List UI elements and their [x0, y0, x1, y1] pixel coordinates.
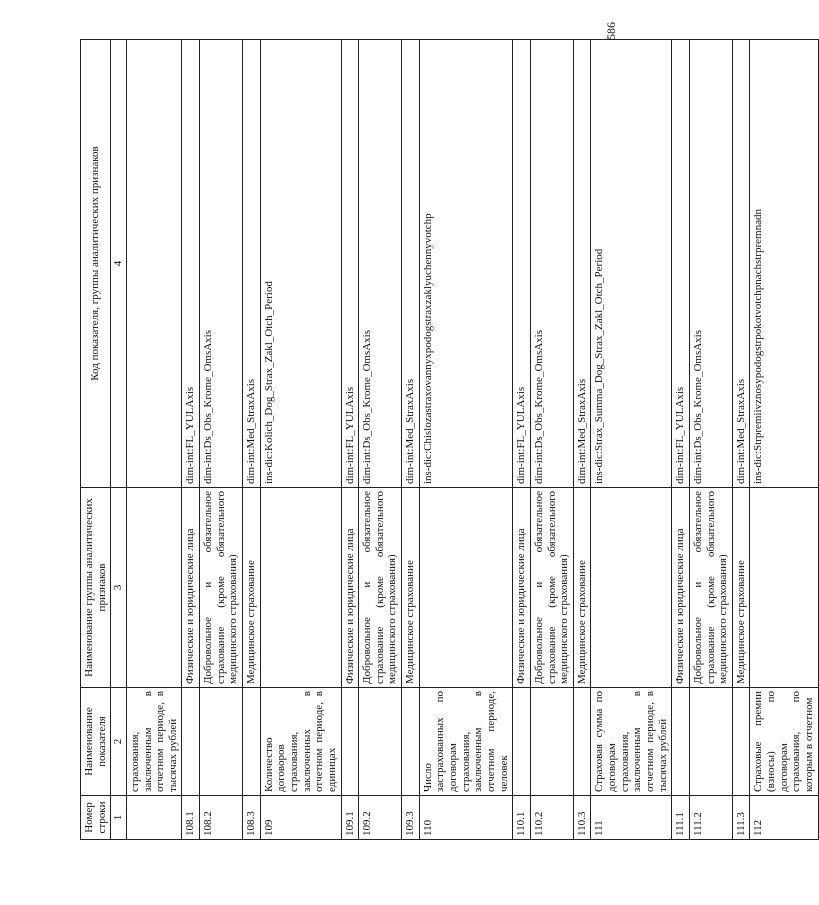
row-number: 110	[419, 796, 512, 840]
code: dim-int:Med_StraxAxis	[243, 40, 261, 488]
group-name: Добровольное и обязательное страхование (кроме обязательного медицинского страхования)	[530, 488, 573, 688]
table-row	[591, 40, 672, 840]
group-name	[260, 488, 341, 688]
group-name: Добровольное и обязательное страхование (кроме обязательного медицинского страхования)	[359, 488, 402, 688]
indicator-name: Число застрахованных по договорам страхования, заключенным в отчетном периоде, человек	[419, 688, 512, 796]
group-name	[126, 488, 182, 688]
table-row	[243, 40, 261, 840]
group-name: Физические и юридические лица	[182, 488, 200, 688]
group-name: Добровольное и обязательное страхование (кроме обязательного медицинского страхования)	[200, 488, 243, 688]
row-number: 111.2	[689, 796, 732, 840]
indicator-name	[513, 688, 531, 796]
column-number: 3	[111, 488, 127, 688]
table-row	[200, 40, 243, 840]
code: dim-int:Ds_Obs_Krome_OmsAxis	[689, 40, 732, 488]
group-name: Медицинское страхование	[573, 488, 591, 688]
group-name: Медицинское страхование	[732, 488, 750, 688]
row-number: 109.2	[359, 796, 402, 840]
column-number: 4	[111, 40, 127, 488]
code: dim-int:Ds_Obs_Krome_OmsAxis	[200, 40, 243, 488]
indicator-name: Страховые премии (взносы) по договорам страхования, по которым в отчетном	[750, 688, 818, 796]
column-number: 1	[111, 796, 127, 840]
code: dim-int:Ds_Obs_Krome_OmsAxis	[530, 40, 573, 488]
code: dim-int:Ds_Obs_Krome_OmsAxis	[359, 40, 402, 488]
group-name: Физические и юридические лица	[513, 488, 531, 688]
indicator-name	[530, 688, 573, 796]
row-number: 110.3	[573, 796, 591, 840]
header-group-name: Наименование группы аналитических признаков	[81, 488, 111, 688]
indicator-name	[182, 688, 200, 796]
indicator-name	[402, 688, 420, 796]
indicator-name: Страховая сумма по договорам страхования, заключенным в отчетном периоде, в тысячах рублей	[591, 688, 672, 796]
row-number: 109	[260, 796, 341, 840]
table-row	[402, 40, 420, 840]
header-indicator-name: Наименование показателя	[81, 688, 111, 796]
code: dim-int:FL_YULAxis	[513, 40, 531, 488]
table-row	[182, 40, 200, 840]
indicator-name	[689, 688, 732, 796]
indicator-name	[341, 688, 359, 796]
table-page	[80, 40, 816, 840]
indicator-table	[80, 39, 819, 840]
row-number	[126, 796, 182, 840]
group-name: Физические и юридические лица	[672, 488, 690, 688]
table-row	[419, 40, 512, 840]
code: dim-int:Med_StraxAxis	[573, 40, 591, 488]
table-row	[750, 40, 818, 840]
table-row	[530, 40, 573, 840]
table-row	[672, 40, 690, 840]
group-name: Добровольное и обязательное страхование (кроме обязательного медицинского страхования)	[689, 488, 732, 688]
row-number: 108.1	[182, 796, 200, 840]
column-number: 2	[111, 688, 127, 796]
code: dim-int:FL_YULAxis	[182, 40, 200, 488]
table-row	[513, 40, 531, 840]
table-row	[573, 40, 591, 840]
group-name: Медицинское страхование	[402, 488, 420, 688]
table-header-row	[81, 40, 111, 840]
table-row	[260, 40, 341, 840]
row-number: 112	[750, 796, 818, 840]
group-name	[419, 488, 512, 688]
column-number-row	[111, 40, 127, 840]
code: dim-int:FL_YULAxis	[341, 40, 359, 488]
header-code: Код показателя, группы аналитических признаков	[81, 40, 111, 488]
row-number: 108.2	[200, 796, 243, 840]
group-name: Медицинское страхование	[243, 488, 261, 688]
indicator-name	[243, 688, 261, 796]
table-row	[341, 40, 359, 840]
group-name	[591, 488, 672, 688]
code	[126, 40, 182, 488]
indicator-name: страхования, заключенным в отчетном периоде, в тысячах рублей	[126, 688, 182, 796]
code: ins-dic:Strpremiivznosypodogstrpokotvotchpnachstrpremnadn	[750, 40, 818, 488]
code: ins-dic:Chislozastraxovannyxpodogstraxzaklyuchennyvotchp	[419, 40, 512, 488]
row-number: 111	[591, 796, 672, 840]
row-number: 110.2	[530, 796, 573, 840]
code: dim-int:FL_YULAxis	[672, 40, 690, 488]
table-row	[126, 40, 182, 840]
indicator-name: Количество договоров страхования, заключенных в отчетном периоде, в единицах	[260, 688, 341, 796]
row-number: 111.3	[732, 796, 750, 840]
indicator-name	[359, 688, 402, 796]
row-number: 110.1	[513, 796, 531, 840]
row-number: 109.3	[402, 796, 420, 840]
code: ins-dic:Kolich_Dog_Strax_Zakl_Otch_Period	[260, 40, 341, 488]
indicator-name	[672, 688, 690, 796]
table-row	[732, 40, 750, 840]
row-number: 111.1	[672, 796, 690, 840]
table-row	[689, 40, 732, 840]
header-row-number: Номер строки	[81, 796, 111, 840]
group-name	[750, 488, 818, 688]
row-number: 109.1	[341, 796, 359, 840]
indicator-name	[573, 688, 591, 796]
table-row	[359, 40, 402, 840]
code: dim-int:Med_StraxAxis	[402, 40, 420, 488]
code: ins-dic:Strax_Summa_Dog_Strax_Zakl_Otch_Period	[591, 40, 672, 488]
row-number: 108.3	[243, 796, 261, 840]
group-name: Физические и юридические лица	[341, 488, 359, 688]
code: dim-int:Med_StraxAxis	[732, 40, 750, 488]
indicator-name	[200, 688, 243, 796]
page-number: 586	[604, 22, 618, 40]
indicator-name	[732, 688, 750, 796]
